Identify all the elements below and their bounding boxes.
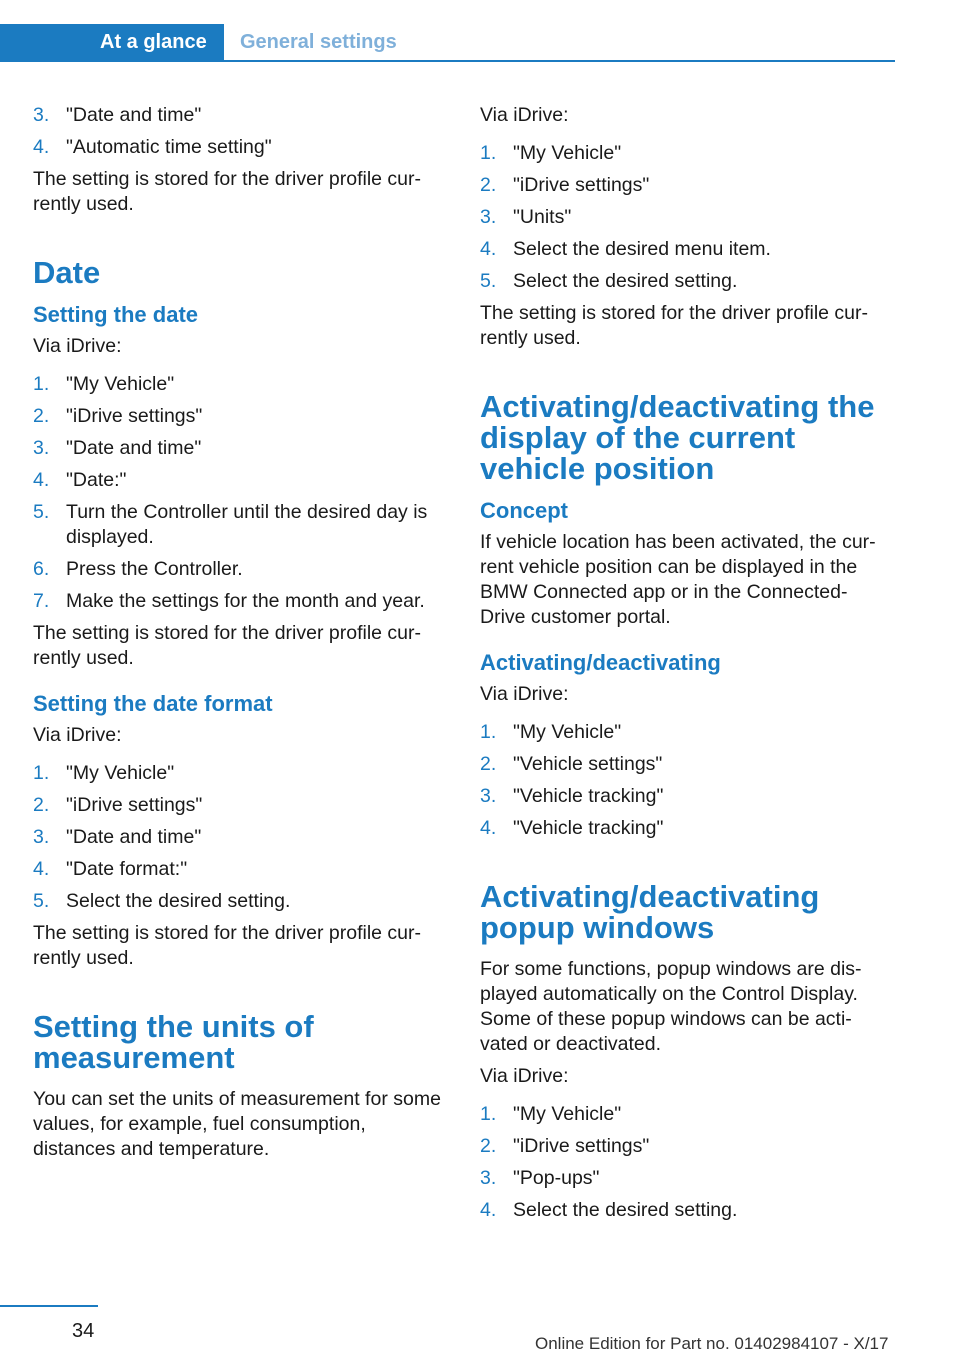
footer-divider bbox=[0, 1305, 98, 1307]
list-item-text: Press the Controller. bbox=[66, 558, 243, 580]
list-item-text: "Vehicle tracking" bbox=[513, 817, 664, 839]
list-item bbox=[480, 141, 890, 166]
list-item-text: "My Vehicle" bbox=[513, 142, 622, 164]
list-item bbox=[33, 857, 443, 882]
list-item-text: "iDrive settings" bbox=[66, 405, 203, 427]
list-item-number: 5. bbox=[33, 890, 50, 912]
list-item-number: 1. bbox=[480, 142, 497, 164]
list-item-text: "Date and time" bbox=[66, 437, 202, 459]
via-idrive: Via iDrive: bbox=[480, 104, 569, 126]
list-item-text: "My Vehicle" bbox=[66, 373, 175, 395]
list-item-text: Select the desired setting. bbox=[513, 270, 738, 292]
list-item-number: 2. bbox=[33, 794, 50, 816]
list-item bbox=[33, 761, 443, 786]
list-item-text: "iDrive settings" bbox=[66, 794, 203, 816]
list-item-number: 5. bbox=[480, 270, 497, 292]
list-item bbox=[480, 269, 890, 294]
list-item-text: "Date and time" bbox=[66, 104, 202, 126]
list-item bbox=[33, 135, 443, 160]
via-idrive: Via iDrive: bbox=[33, 335, 122, 357]
list-item-number: 4. bbox=[33, 469, 50, 491]
list-item-number: 3. bbox=[480, 206, 497, 228]
list-item bbox=[33, 589, 443, 614]
list-item-number: 4. bbox=[480, 238, 497, 260]
list-item-text: "Vehicle tracking" bbox=[513, 785, 664, 807]
edition-text: Online Edition for Part no. 01402984107 - X/17 bbox=[535, 1334, 889, 1353]
list-item-number: 3. bbox=[480, 1167, 497, 1189]
list-item-text: "iDrive settings" bbox=[513, 1135, 650, 1157]
list-item bbox=[480, 237, 890, 262]
list-format-steps bbox=[33, 761, 443, 914]
list-item-number: 1. bbox=[33, 762, 50, 784]
list-item bbox=[480, 205, 890, 230]
list-tracking-steps bbox=[480, 720, 890, 841]
list-top bbox=[33, 103, 443, 160]
list-item-text: Select the desired setting. bbox=[513, 1199, 738, 1221]
stored-note: The setting is stored for the driver profile cur-rently used. bbox=[33, 922, 421, 969]
list-item bbox=[33, 103, 443, 128]
list-item bbox=[33, 468, 443, 493]
list-item-number: 6. bbox=[33, 558, 50, 580]
list-item-text: "My Vehicle" bbox=[66, 762, 175, 784]
list-item-text: "My Vehicle" bbox=[513, 1103, 622, 1125]
list-item-text: "Units" bbox=[513, 206, 572, 228]
stored-note: The setting is stored for the driver profile cur-rently used. bbox=[33, 622, 421, 669]
list-item bbox=[33, 889, 443, 914]
list-item bbox=[480, 1134, 890, 1159]
list-item bbox=[480, 173, 890, 198]
list-item bbox=[480, 1198, 890, 1223]
list-item-number: 3. bbox=[33, 826, 50, 848]
list-item bbox=[33, 557, 443, 582]
list-item-number: 2. bbox=[33, 405, 50, 427]
list-item bbox=[480, 816, 890, 841]
list-item-number: 3. bbox=[480, 785, 497, 807]
list-item bbox=[33, 404, 443, 429]
list-item-text: Turn the Controller until the desired day is displayed. bbox=[66, 501, 428, 548]
list-item bbox=[480, 1102, 890, 1127]
via-idrive: Via iDrive: bbox=[480, 1065, 569, 1087]
header-divider bbox=[0, 60, 895, 62]
via-idrive: Via iDrive: bbox=[480, 683, 569, 705]
concept-text: If vehicle location has been activated, the cur-rent vehicle position can be displayed in the BMW Connected app or in the Connected-Drive customer portal. bbox=[480, 531, 876, 628]
list-item-number: 1. bbox=[480, 721, 497, 743]
heading-vehicle-position: Activating/deactivating the display of the current vehicle position bbox=[480, 389, 875, 486]
heading-date-format: Setting the date format bbox=[33, 691, 273, 716]
list-item bbox=[33, 793, 443, 818]
list-item-number: 1. bbox=[480, 1103, 497, 1125]
heading-date: Date bbox=[33, 255, 101, 290]
page-number: 34 bbox=[72, 1320, 95, 1342]
list-item bbox=[480, 784, 890, 809]
list-item-text: "My Vehicle" bbox=[513, 721, 622, 743]
tab-general-settings[interactable]: General settings bbox=[240, 31, 397, 53]
list-item bbox=[480, 1166, 890, 1191]
list-item bbox=[33, 372, 443, 397]
list-item bbox=[33, 436, 443, 461]
heading-popup: Activating/deactivating popup windows bbox=[480, 879, 820, 945]
list-date-steps bbox=[33, 372, 443, 614]
list-item-text: Select the desired setting. bbox=[66, 890, 291, 912]
list-item-number: 2. bbox=[480, 753, 497, 775]
stored-note: The setting is stored for the driver profile cur-rently used. bbox=[480, 302, 868, 349]
list-item-number: 4. bbox=[480, 817, 497, 839]
list-item-text: "Automatic time setting" bbox=[66, 136, 272, 158]
list-item-text: Select the desired menu item. bbox=[513, 238, 771, 260]
list-units-steps bbox=[480, 141, 890, 294]
list-item-number: 1. bbox=[33, 373, 50, 395]
list-item bbox=[480, 720, 890, 745]
via-idrive: Via iDrive: bbox=[33, 724, 122, 746]
list-item-text: "Vehicle settings" bbox=[513, 753, 663, 775]
list-item-number: 4. bbox=[480, 1199, 497, 1221]
list-item-number: 5. bbox=[33, 501, 50, 523]
list-item-text: "Pop-ups" bbox=[513, 1167, 600, 1189]
popup-text: For some functions, popup windows are dis-played automatically on the Control Display. Some of these popup windows can be acti-vated or deactivated. bbox=[480, 958, 862, 1055]
list-item-number: 2. bbox=[480, 174, 497, 196]
list-item-number: 4. bbox=[33, 136, 50, 158]
units-text: You can set the units of measurement for some values, for example, fuel consumption, distances and temperature. bbox=[33, 1088, 441, 1160]
stored-note: The setting is stored for the driver profile cur-rently used. bbox=[33, 168, 421, 215]
list-item-number: 3. bbox=[33, 104, 50, 126]
list-item bbox=[33, 500, 443, 550]
list-item-text: "Date and time" bbox=[66, 826, 202, 848]
heading-concept: Concept bbox=[480, 498, 568, 523]
list-item-text: Make the settings for the month and year. bbox=[66, 590, 425, 612]
heading-units: Setting the units of measurement bbox=[33, 1009, 314, 1075]
list-item-number: 4. bbox=[33, 858, 50, 880]
list-popup-steps bbox=[480, 1102, 890, 1223]
list-item bbox=[33, 825, 443, 850]
right-column bbox=[480, 103, 890, 1230]
list-item-text: "iDrive settings" bbox=[513, 174, 650, 196]
heading-setting-date: Setting the date bbox=[33, 302, 199, 327]
tab-at-a-glance[interactable]: At a glance bbox=[0, 24, 224, 62]
list-item-number: 3. bbox=[33, 437, 50, 459]
list-item-text: "Date:" bbox=[66, 469, 127, 491]
heading-activating: Activating/deactivating bbox=[480, 650, 721, 675]
list-item-number: 2. bbox=[480, 1135, 497, 1157]
list-item-number: 7. bbox=[33, 590, 50, 612]
list-item bbox=[480, 752, 890, 777]
list-item-text: "Date format:" bbox=[66, 858, 188, 880]
left-column bbox=[33, 103, 443, 1169]
